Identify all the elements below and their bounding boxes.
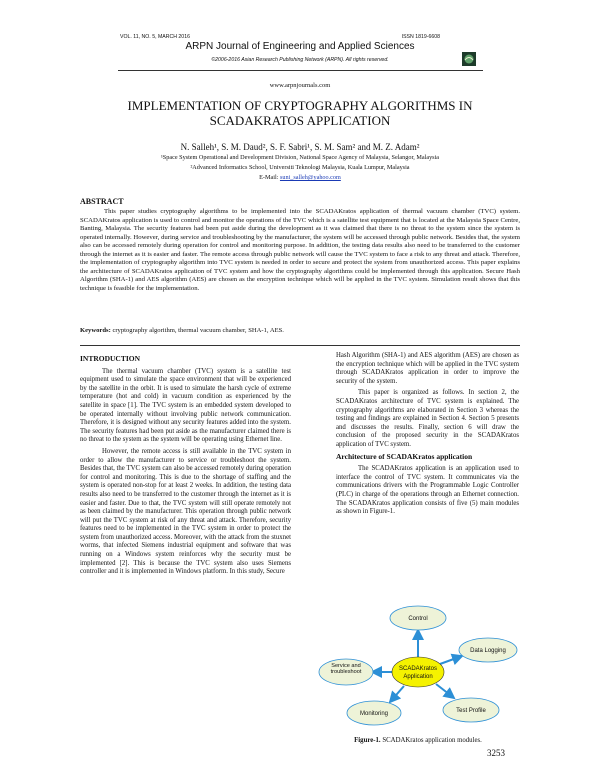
page-number: 3253	[487, 748, 505, 758]
copyright-notice: ©2006-2016 Asian Research Publishing Network (ARPN). All rights reserved.	[211, 57, 389, 63]
header-meta	[120, 34, 440, 40]
abstract-body: This paper studies cryptography algorithms to be implemented into the SCADAKratos application of thermal vacuum chamber (TVC) system. SCADAKratos application is used to control and monitor the operations of the TVC which is a satellite test equipment that is located at the Malaysia Space Centre, Banting, Malaysia. The security features had been put aside during the development as it was claimed that there is no threat to the system since the system is operated internally. However, during service and troubleshooting by the manufacturer, the system will be accessed through public network. Besides that, the system also can be accessed remotely during operation for control and monitoring purpose. In addition, the testing data results also need to be transferred to the customer through the internet as it is easier and faster. The remote access through public network will cause the TVC system to face a risk to any threat and attack. Therefore, the implementation of cryptography algorithm into TVC system is needed in order to secure and protect the system from unauthorized access. This paper explains the architecture of SCADAKratos application of TVC system and how the cryptography algorithms could be implemented through this application. Secure Hash Algorithm (SHA-1) and AES algorithm (AES) are chosen as the encryption technique which will be applied in the TVC system. Simulation result shows that this technique is feasible for the implementation.	[80, 208, 520, 292]
issn: ISSN 1819-6608	[401, 34, 440, 40]
label-test-profile: Test Profile	[456, 708, 486, 714]
author-list: N. Salleh¹, S. M. Daud², S. F. Sabri¹, S. M. Sam² and M. Z. Adam²	[180, 142, 420, 152]
affiliation-1: ¹Space System Operational and Development Division, National Space Agency of Malaysia, Selangor, Malaysia	[160, 154, 440, 161]
center-label-2: Application	[403, 674, 433, 680]
right-column	[336, 352, 519, 520]
paper-title: IMPLEMENTATION OF CRYPTOGRAPHY ALGORITHMS IN SCADAKRATOS APPLICATION	[127, 98, 473, 128]
label-control: Control	[408, 616, 428, 622]
figure-1-diagram	[318, 598, 518, 738]
email-line	[0, 174, 600, 181]
affiliation-2: ²Advanced Informatics School, Universiti Teknologi Malaysia, Kuala Lumpur, Malaysia	[190, 164, 410, 171]
introduction-heading: INTRODUCTION	[80, 354, 141, 363]
label-service: Service and troubleshoot	[330, 663, 362, 675]
email-link[interactable]: suni_salleh@yahoo.com	[279, 174, 341, 181]
journal-logo-icon	[462, 52, 476, 66]
email-label: E-Mail:	[259, 174, 279, 181]
arrow-monitoring	[390, 686, 404, 702]
header-divider	[118, 70, 483, 71]
keywords	[80, 327, 520, 334]
abstract-heading: ABSTRACT	[80, 197, 124, 206]
journal-title: ARPN Journal of Engineering and Applied Sciences	[185, 41, 415, 52]
architecture-heading: Architecture of SCADAKratos application	[336, 451, 473, 461]
intro-paragraph-3: This paper is organized as follows. In section 2, the SCADAKratos architecture of TVC system is explained. The cryptography algorithms are elaborated in Section 3 whereas the testing and findings are explained in Section 4. Section 5 presents and discusses the results. Finally, section 6 will draw the conclusion of the proposed security in the SCADAKratos application of TVC system.	[336, 389, 519, 448]
keywords-label: Keywords:	[80, 327, 111, 334]
journal-website: www.arpnjournals.com	[269, 82, 331, 89]
keywords-text: cryptography algorithm, thermal vacuum chamber, SHA-1, AES.	[112, 327, 284, 334]
intro-paragraph-1: The thermal vacuum chamber (TVC) system is a satellite test equipment used to simulate the space environment that will be experienced by the satellite in the orbit. It is used to simulate the harsh cycle of extreme temperature (hot and cold) in vacuum condition as experienced by the satellite in space [1]. The TVC system is an embedded system developed to be operated internally without involving public network communication. Therefore, it is designed without any security features added into the system. The security features had been put aside as the manufacturer claimed there is no threat to the system as the system will be operating using Ethernet line.	[80, 367, 291, 444]
arrow-data-logging	[440, 656, 462, 664]
abstract-divider	[80, 345, 520, 346]
label-monitoring: Monitoring	[359, 711, 389, 717]
arrow-test-profile	[436, 684, 454, 698]
intro-paragraph-2: However, the remote access is still available in the TVC system in order to allow the manufacturer to service or troubleshoot the system. Besides that, the TVC system can also be accessed remotely during operation for control and monitoring. This is due to the shortage of staffing and the system is operated non-stop for at least 2 weeks. In addition, the testing data results also need to be transferred to the customer through the internet as it is easier and faster. Due to that, the TVC system will still operate remotely not as been claimed by the manufacturer. This operation through public network will put the TVC system at risk of any threat and attack. Therefore, security features need to be implemented in the TVC system in order to protect the system from unauthorized access. Moreover, with the attack from the stuxnet worms, that infected Siemens industrial equipment and software that was running on a Windows system reinforces why the security must be implemented [2]. This is because the TVC system also uses Siemens controller and it is implemented in Windows platform. In this study, Secure	[80, 447, 291, 576]
figure-caption	[318, 737, 518, 744]
left-column	[80, 352, 291, 580]
figure-caption-label: Figure-1.	[354, 737, 381, 744]
volume-info: VOL. 11, NO. 5, MARCH 2016	[120, 34, 190, 40]
center-label-1: SCADAKratos	[398, 666, 438, 672]
center-node	[392, 657, 444, 687]
architecture-paragraph-1: The SCADAKratos application is an application used to interface the control of TVC system. It communicates via the communications drivers with the Programmable Logic Controller (PLC) in charge of the operations through an Ethernet connection. The SCADAKratos application consists of five (5) main modules as shown in Figure-1.	[336, 465, 519, 516]
intro-paragraph-2-continued: Hash Algorithm (SHA-1) and AES algorithm (AES) are chosen as the encryption technique which will be applied in the TVC system through SCADAKratos application in order to improve the security of the system.	[336, 352, 519, 385]
figure-caption-text: SCADAKratos application modules.	[382, 737, 482, 744]
label-data-logging: Data Logging	[470, 648, 506, 654]
